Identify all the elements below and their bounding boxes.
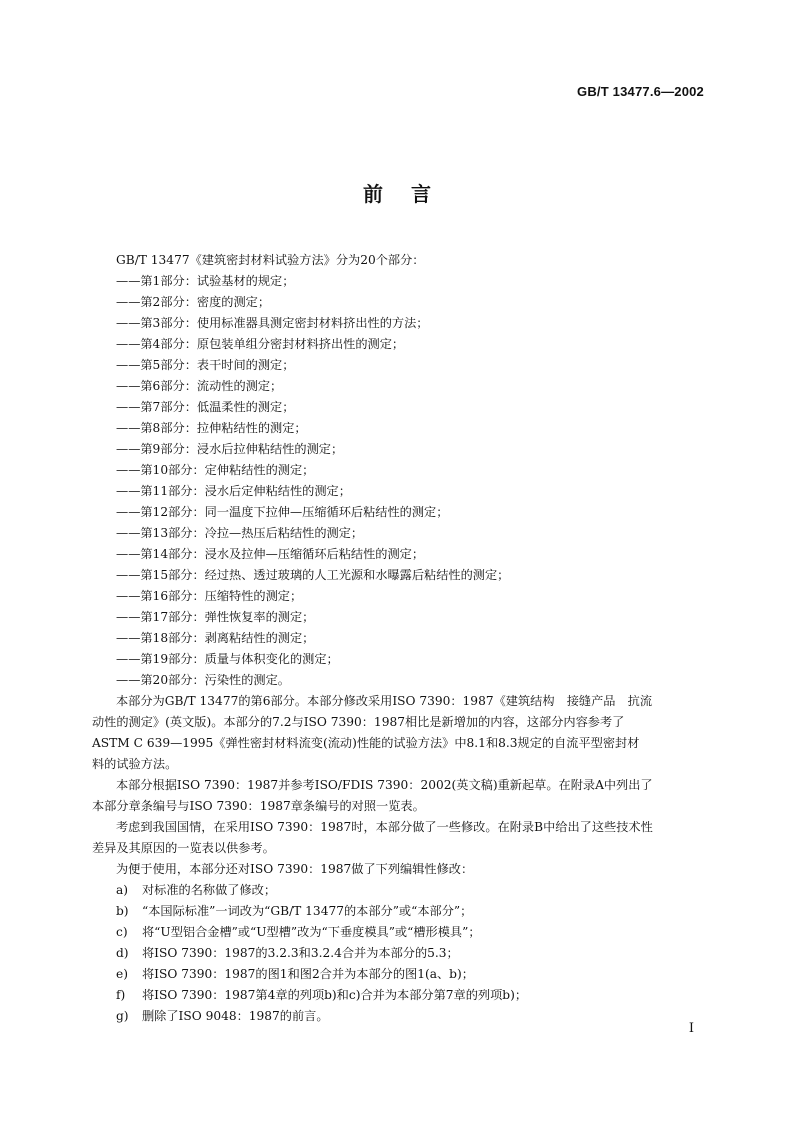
list-item: ——第10部分：定伸粘结性的测定； bbox=[116, 463, 315, 477]
intro-line: GB/T 13477《建筑密封材料试验方法》分为20个部分： bbox=[116, 253, 425, 267]
list-item: ——第3部分：使用标准器具测定密封材料挤出性的方法； bbox=[116, 316, 429, 330]
list-item: ——第16部分：压缩特性的测定； bbox=[116, 589, 303, 603]
item-text: 将ISO 7390：1987第4章的列项b)和c)合并为本部分第7章的列项b)； bbox=[142, 988, 528, 1002]
paragraph-4: 为便于使用，本部分还对ISO 7390：1987做了下列编辑性修改： bbox=[116, 862, 474, 876]
parts-list bbox=[116, 271, 706, 691]
list-item bbox=[116, 922, 706, 943]
list-item: ——第1部分：试验基材的规定； bbox=[116, 274, 295, 288]
paragraph-line: 本部分章条编号与ISO 7390：1987章条编号的对照一览表。 bbox=[92, 799, 425, 813]
paragraph-line: 考虑到我国国情，在采用ISO 7390：1987时，本部分做了一些修改。在附录B中给出了这些技术性 bbox=[116, 820, 653, 834]
list-item: ——第15部分：经过热、透过玻璃的人工光源和水曝露后粘结性的测定； bbox=[116, 568, 510, 582]
item-text: 删除了ISO 9048：1987的前言。 bbox=[142, 1009, 329, 1023]
paragraph-line: 本部分根据ISO 7390：1987并参考ISO/FDIS 7390：2002(英文稿)重新起草。在附录A中列出了 bbox=[116, 778, 653, 792]
paragraph-line: ASTM C 639—1995《弹性密封材料流变(流动)性能的试验方法》中8.1和8.3规定的自流平型密封材 bbox=[92, 736, 640, 750]
title-char-1: 前 bbox=[363, 182, 383, 206]
list-item: ——第19部分：质量与体积变化的测定； bbox=[116, 652, 339, 666]
document-body bbox=[92, 250, 706, 1027]
paragraph-line: 差异及其原因的一览表以供参考。 bbox=[92, 841, 275, 855]
list-item: ——第5部分：表干时间的测定； bbox=[116, 358, 295, 372]
paragraph-1 bbox=[92, 691, 706, 775]
item-text: 将“U型铝合金槽”或“U型槽”改为“下垂度模具”或“槽形模具”； bbox=[142, 925, 481, 939]
item-label: e) bbox=[116, 967, 128, 981]
paragraph-line: 动性的测定》(英文版)。本部分的7.2与ISO 7390：1987相比是新增加的内容，这部分内容参考了 bbox=[92, 715, 625, 729]
item-label: d) bbox=[116, 946, 129, 960]
list-item: ——第13部分：冷拉—热压后粘结性的测定； bbox=[116, 526, 364, 540]
item-text: 将ISO 7390：1987的3.2.3和3.2.4合并为本部分的5.3； bbox=[142, 946, 459, 960]
list-item: ——第8部分：拉伸粘结性的测定； bbox=[116, 421, 307, 435]
list-item bbox=[116, 1006, 706, 1027]
list-item: ——第2部分：密度的测定； bbox=[116, 295, 271, 309]
item-label: b) bbox=[116, 904, 129, 918]
list-item: ——第4部分：原包装单组分密封材料挤出性的测定； bbox=[116, 337, 405, 351]
list-item bbox=[116, 964, 706, 985]
page-title bbox=[0, 178, 794, 207]
list-item: ——第12部分：同一温度下拉伸—压缩循环后粘结性的测定； bbox=[116, 505, 449, 519]
list-item: ——第18部分：剥离粘结性的测定； bbox=[116, 631, 315, 645]
item-text: “本国际标准”一词改为“GB/T 13477的本部分”或“本部分”； bbox=[142, 904, 473, 918]
paragraph-line: 本部分为GB/T 13477的第6部分。本部分修改采用ISO 7390：1987《建筑结构 接缝产品 抗流 bbox=[116, 694, 653, 708]
paragraph-line: 料的试验方法。 bbox=[92, 757, 178, 771]
list-item: ——第7部分：低温柔性的测定； bbox=[116, 400, 295, 414]
edits-list bbox=[116, 880, 706, 1027]
list-item bbox=[116, 985, 706, 1006]
title-char-2: 言 bbox=[411, 182, 431, 206]
item-text: 对标准的名称做了修改； bbox=[142, 883, 277, 897]
list-item bbox=[116, 901, 706, 922]
page-number: I bbox=[688, 1021, 694, 1036]
list-item: ——第20部分：污染性的测定。 bbox=[116, 673, 290, 687]
list-item bbox=[116, 943, 706, 964]
list-item: ——第14部分：浸水及拉伸—压缩循环后粘结性的测定； bbox=[116, 547, 425, 561]
item-label: f) bbox=[116, 988, 126, 1002]
list-item: ——第11部分：浸水后定伸粘结性的测定； bbox=[116, 484, 351, 498]
item-label: g) bbox=[116, 1009, 129, 1023]
item-text: 将ISO 7390：1987的图1和图2合并为本部分的图1(a、b)； bbox=[142, 967, 474, 981]
item-label: c) bbox=[116, 925, 128, 939]
list-item bbox=[116, 880, 706, 901]
paragraph-2 bbox=[92, 775, 706, 817]
paragraph-3 bbox=[92, 817, 706, 859]
item-label: a) bbox=[116, 883, 129, 897]
standard-number: GB/T 13477.6—2002 bbox=[577, 84, 704, 99]
list-item: ——第9部分：浸水后拉伸粘结性的测定； bbox=[116, 442, 344, 456]
list-item: ——第17部分：弹性恢复率的测定； bbox=[116, 610, 315, 624]
list-item: ——第6部分：流动性的测定； bbox=[116, 379, 283, 393]
